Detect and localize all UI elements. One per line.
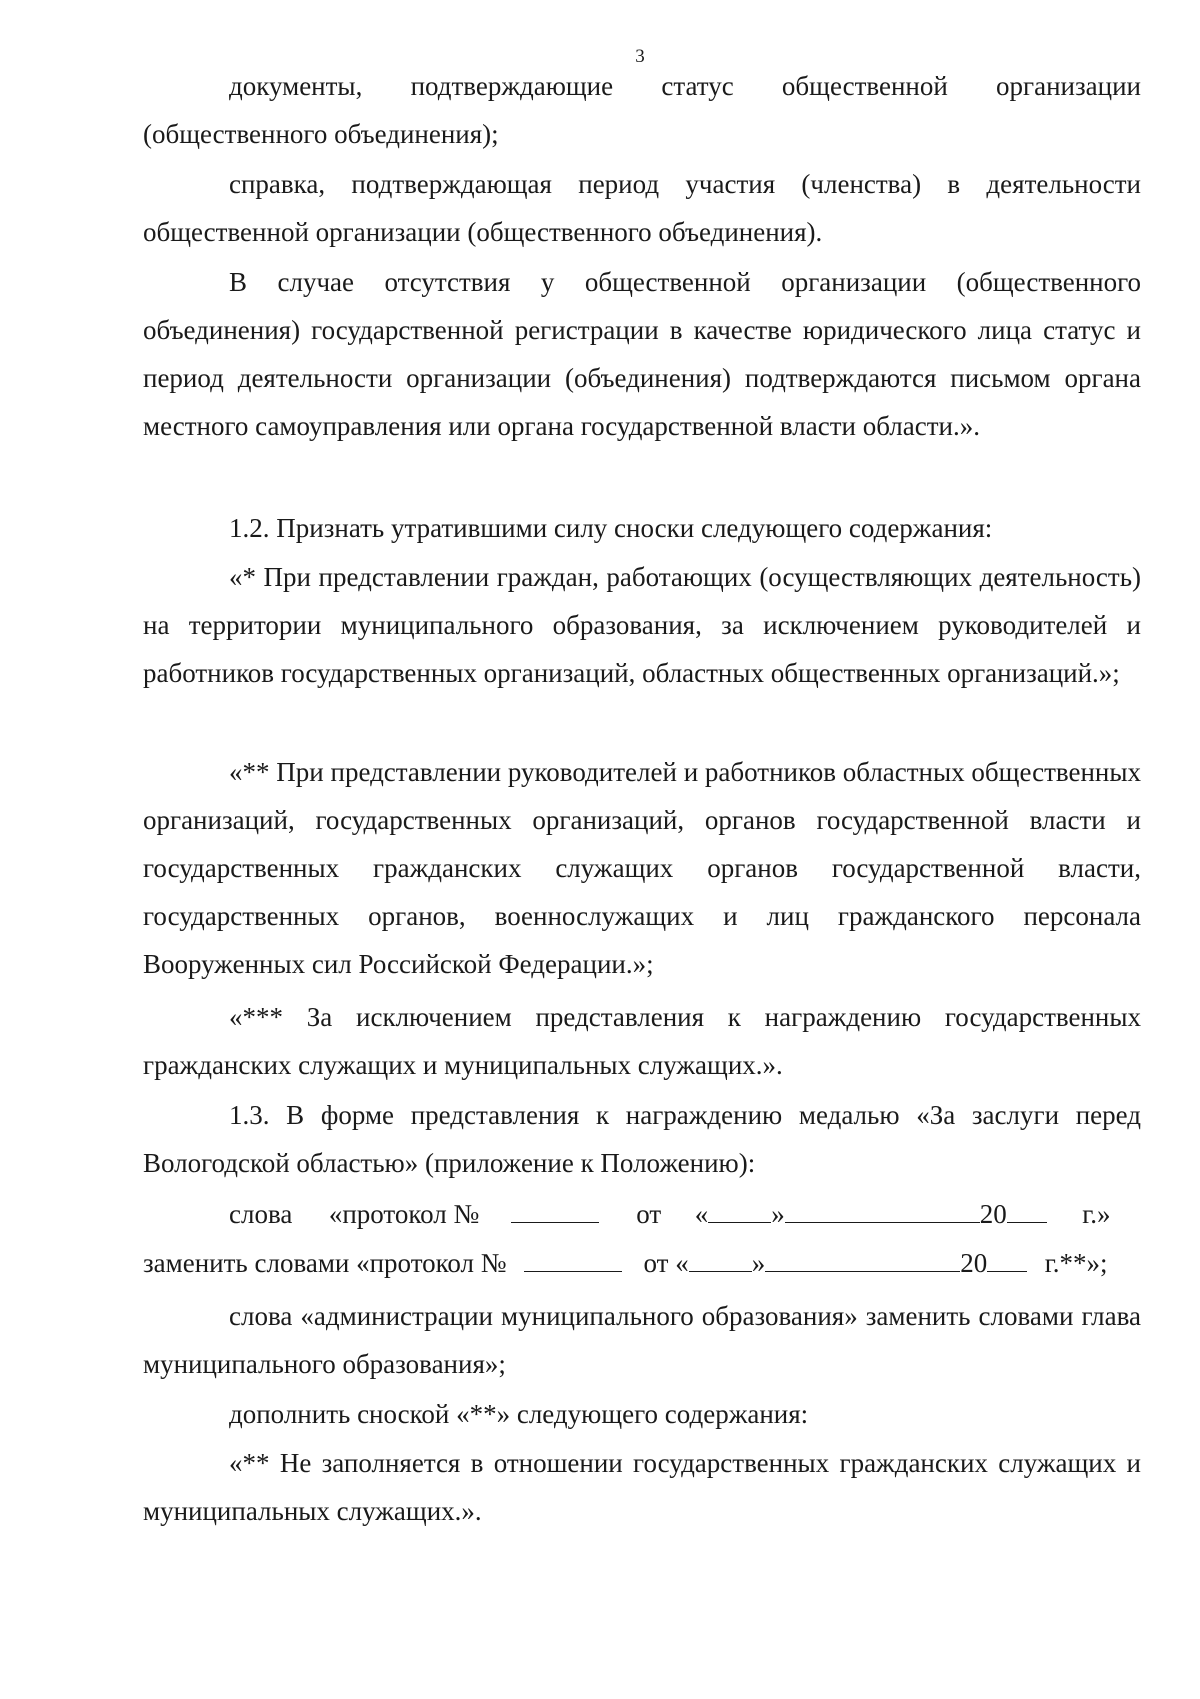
- form-year-prefix: 20: [979, 1199, 1007, 1229]
- paragraph-add-footnote: дополнить сноской «**» следующего содержания:: [229, 1399, 809, 1429]
- month-blank: [785, 1196, 980, 1223]
- protocol-number-blank: [511, 1196, 599, 1223]
- paragraph-replace-administration: слова «администрации муниципального образования» заменить словами глава муниципального образования»;: [143, 1301, 1141, 1379]
- form-replace-from: от «: [643, 1248, 689, 1278]
- page-number: 3: [635, 46, 645, 67]
- form-quote-open: «: [694, 1199, 709, 1229]
- form-replace-year-prefix: 20: [960, 1248, 988, 1278]
- paragraph-documents: документы, подтверждающие статус общественной организации (общественного объединения);: [143, 71, 1141, 149]
- form-quote-close: »: [771, 1199, 785, 1229]
- paragraph-item-1-2: 1.2. Признать утратившими силу сноски следующего содержания:: [229, 513, 993, 543]
- paragraph-certificate: справка, подтверждающая период участия (членства) в деятельности общественной организации (общественного объединения).: [143, 169, 1141, 247]
- year-blank: [1007, 1196, 1047, 1223]
- footnote-single-star: «* При представлении граждан, работающих (осуществляющих деятельность) на территории муниципального образования, за исключением руководителей и работников государственных организаций, областных общественных организаций.»;: [143, 562, 1141, 688]
- replacement-day-blank: [689, 1245, 752, 1272]
- form-line-replacement: [143, 1243, 1108, 1283]
- footnote-not-filled: «** Не заполняется в отношении государственных гражданских служащих и муниципальных служащих.».: [143, 1448, 1141, 1526]
- footnote-double-star: «** При представлении руководителей и работников областных общественных организаций, государственных организаций, органов государственной власти и государственных гражданских служащих органов государственной власти, государственных органов, военнослужащих и лиц гражданского персонала Вооруженных сил Российской Федерации.»;: [143, 757, 1141, 979]
- paragraph-no-registration: В случае отсутствия у общественной организации (общественного объединения) государственной регистрации в качестве юридического лица статус и период деятельности организации (объединения) подтверждаются письмом органа местного самоуправления или органа государственной власти области.».: [143, 267, 1141, 441]
- form-replace-lead: заменить словами «протокол №: [143, 1248, 507, 1278]
- form-from-label: от: [636, 1199, 662, 1229]
- replacement-number-blank: [524, 1245, 622, 1272]
- replacement-month-blank: [765, 1245, 960, 1272]
- form-replace-year-suffix: г.**»;: [1044, 1248, 1108, 1278]
- form-year-suffix: г.»: [1082, 1199, 1111, 1229]
- replacement-year-blank: [987, 1245, 1027, 1272]
- paragraph-item-1-3: 1.3. В форме представления к награждению медалью «За заслуги перед Вологодской областью» (приложение к Положению):: [143, 1100, 1141, 1178]
- day-blank: [708, 1196, 771, 1223]
- form-line-original: [229, 1194, 1111, 1234]
- form-protocol-label: «протокол №: [328, 1199, 480, 1229]
- form-replace-quote-close: »: [751, 1248, 766, 1278]
- form-words-label: слова: [229, 1199, 293, 1229]
- footnote-triple-star: «*** За исключением представления к награждению государственных гражданских служащих и муниципальных служащих.».: [143, 1002, 1141, 1080]
